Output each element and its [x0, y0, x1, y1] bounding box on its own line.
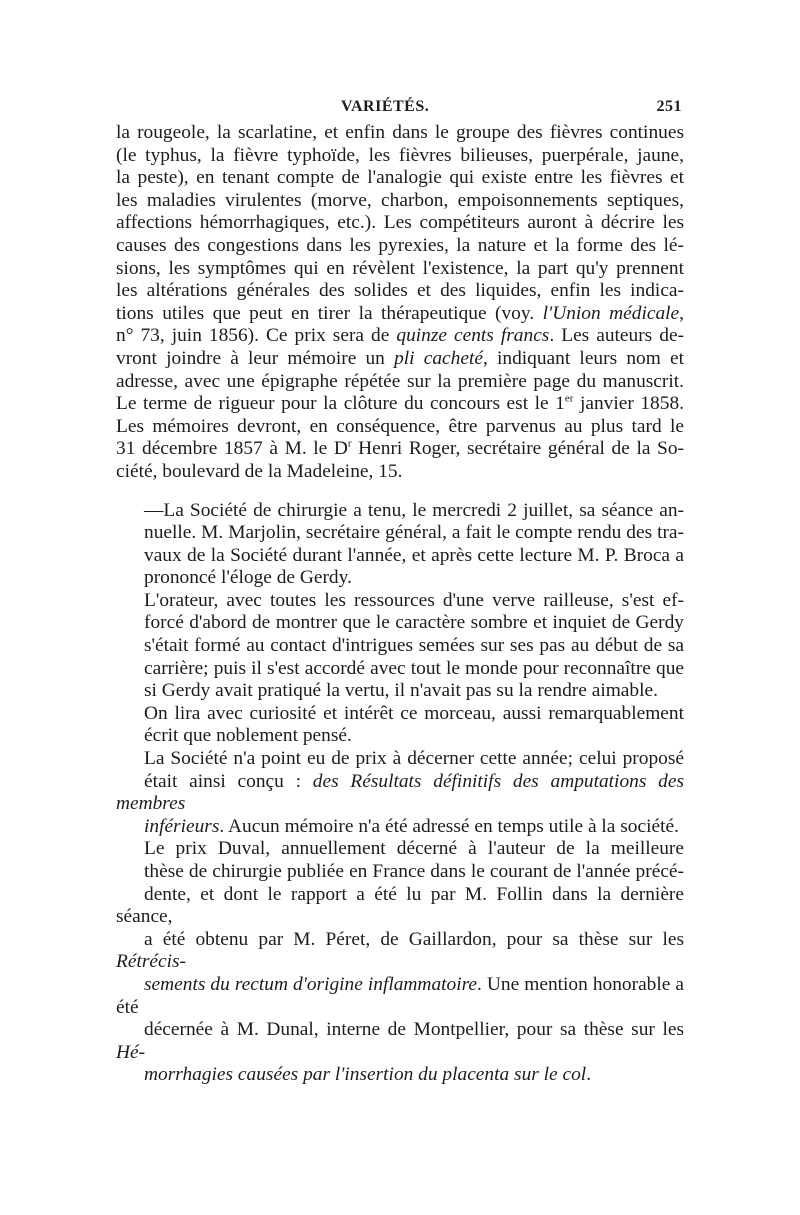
text-segment: décernée à M. Dunal, interne de Montpellier, pour sa thèse sur les [144, 1019, 684, 1041]
running-head [116, 98, 684, 122]
text-line [116, 122, 684, 145]
text-line [116, 771, 684, 816]
text-segment: , [679, 302, 684, 324]
text-segment: a été obtenu par M. Péret, de Gaillardon, pour sa thèse sur les [144, 928, 684, 950]
text-line [116, 680, 684, 703]
text-line [116, 1019, 684, 1064]
text-line [116, 545, 684, 568]
text-segment: (le typhus, la fièvre typhoïde, les fièvres bilieuses, puerpérale, jaune, [116, 144, 684, 166]
text-line [116, 567, 684, 590]
text-line [116, 416, 684, 439]
text-segment: affections hémorrhagiques, etc.). Les compétiteurs auront à décrire les [116, 212, 684, 234]
text-segment: s'était formé au contact d'intrigues semées sur ses pas au début de sa [144, 635, 684, 657]
italic-text: quinze cents francs [396, 325, 550, 347]
text-segment: les maladies virulentes (morve, charbon, empoisonnements septiques, [116, 189, 684, 211]
text-segment: —La Société de chirurgie a tenu, le mercredi 2 juillet, sa séance an- [144, 499, 684, 521]
text-segment: . Les auteurs de- [549, 325, 685, 347]
text-segment: La Société n'a point eu de prix à décerner cette année; celui proposé [144, 748, 684, 770]
italic-text: l'Union médicale [542, 302, 680, 324]
text-line [116, 500, 684, 523]
text-segment: la peste), en tenant compte de l'analogie qui existe entre les fièvres et [116, 167, 684, 189]
text-line [116, 861, 684, 884]
text-segment: adresse, avec une épigraphe répétée sur la première page du manuscrit. [116, 370, 684, 392]
text-line [116, 612, 684, 635]
text-line [116, 348, 684, 371]
running-title: VARIÉTÉS. [341, 98, 430, 115]
italic-text: inférieurs [144, 815, 220, 837]
text-segment: Henri Roger, secrétaire général de la So- [351, 438, 684, 460]
text-line [116, 929, 684, 974]
text-line [116, 190, 684, 213]
text-line [116, 145, 684, 168]
text-segment: , indiquant leurs nom et [482, 347, 684, 369]
italic-text: des Résultats définitifs des amputations des membres [116, 770, 684, 815]
superscript: er [564, 392, 574, 405]
text-line [116, 461, 684, 484]
text-line [116, 522, 684, 545]
text-line [116, 393, 684, 416]
text-line [116, 325, 684, 348]
text-segment: si Gerdy avait pratiqué la vertu, il n'avait pas su la rendre aimable. [144, 680, 658, 702]
text-segment: thèse de chirurgie publiée en France dans le courant de l'année précé- [144, 861, 684, 882]
italic-text: Rétrécis- [116, 951, 186, 973]
paragraph [116, 122, 684, 484]
text-line [116, 725, 684, 748]
text-segment: la rougeole, la scarlatine, et enfin dans le groupe des fièvres continues [116, 122, 684, 143]
text-segment: nuelle. M. Marjolin, secrétaire général, a fait le compte rendu des tra- [144, 522, 684, 544]
text-line [116, 816, 684, 839]
italic-text: pli cacheté [394, 347, 483, 369]
body-text [116, 122, 684, 1087]
text-segment: L'orateur, avec toutes les ressources d'une verve railleuse, s'est ef- [144, 589, 684, 611]
text-line [116, 748, 684, 771]
text-line [116, 838, 684, 861]
text-segment: ciété, boulevard de la Madeleine, 15. [116, 460, 403, 482]
text-segment: carrière; puis il s'est accordé avec tout le monde pour reconnaître que [144, 657, 684, 679]
text-segment: 31 décembre 1857 à M. le D [116, 438, 348, 460]
text-segment: On lira avec curiosité et intérêt ce morceau, aussi remarquablement [144, 702, 684, 724]
text-segment: . Aucun mémoire n'a été adressé en temps utile à la société. [219, 815, 679, 837]
text-segment: . Une mention honorable a été [116, 973, 685, 1018]
paragraph [116, 838, 684, 1087]
text-segment: forcé d'abord de montrer que le caractère sombre et inquiet de Gerdy [144, 612, 684, 634]
text-line [116, 974, 684, 1019]
italic-text: sements du rectum d'origine inflammatoire [144, 973, 478, 995]
text-line [116, 590, 684, 613]
text-line [116, 371, 684, 394]
text-segment: était ainsi conçu : [144, 770, 313, 792]
text-segment: prononcé l'éloge de Gerdy. [144, 567, 352, 589]
text-line [116, 280, 684, 303]
superscript: r [347, 437, 352, 450]
italic-text: Hé- [116, 1041, 146, 1063]
text-line [116, 703, 684, 726]
page-number: 251 [656, 98, 682, 115]
text-segment: . [586, 1064, 592, 1086]
text-segment: causes des congestions dans les pyrexies, la nature et la forme des lé- [116, 234, 684, 256]
text-segment: vaux de la Société durant l'année, et après cette lecture M. P. Broca a [144, 544, 684, 566]
text-segment: écrit que noblement pensé. [144, 725, 352, 747]
paragraph [116, 590, 684, 703]
paragraph [116, 500, 684, 590]
text-line [116, 884, 684, 929]
paragraph [116, 748, 684, 838]
text-segment: les altérations générales des solides et des liquides, enfin les indica- [116, 280, 684, 302]
text-segment: n° 73, juin 1856). Ce prix sera de [116, 325, 397, 347]
book-page [116, 98, 684, 1087]
text-segment: Les mémoires devront, en conséquence, être parvenus au plus tard le [116, 415, 684, 437]
paragraph [116, 703, 684, 748]
text-line [116, 258, 684, 281]
text-line [116, 1064, 684, 1087]
italic-text: morrhagies causées par l'insertion du placenta sur le col [144, 1064, 587, 1086]
text-segment: vront joindre à leur mémoire un [116, 347, 395, 369]
text-segment: sions, les symptômes qui en révèlent l'existence, la part qu'y prennent [116, 257, 684, 279]
text-line [116, 167, 684, 190]
text-segment: Le prix Duval, annuellement décerné à l'auteur de la meilleure [144, 838, 684, 860]
text-line [116, 635, 684, 658]
text-segment: dente, et dont le rapport a été lu par M. Follin dans la dernière séance, [116, 883, 684, 928]
text-line [116, 235, 684, 258]
text-line [116, 303, 684, 326]
text-line [116, 438, 684, 461]
text-segment: Le terme de rigueur pour la clôture du concours est le 1 [116, 393, 565, 415]
text-segment: tions utiles que peut en tirer la thérapeutique (voy. [116, 302, 543, 324]
text-line [116, 658, 684, 681]
text-segment: janvier 1858. [573, 393, 684, 415]
text-line [116, 212, 684, 235]
